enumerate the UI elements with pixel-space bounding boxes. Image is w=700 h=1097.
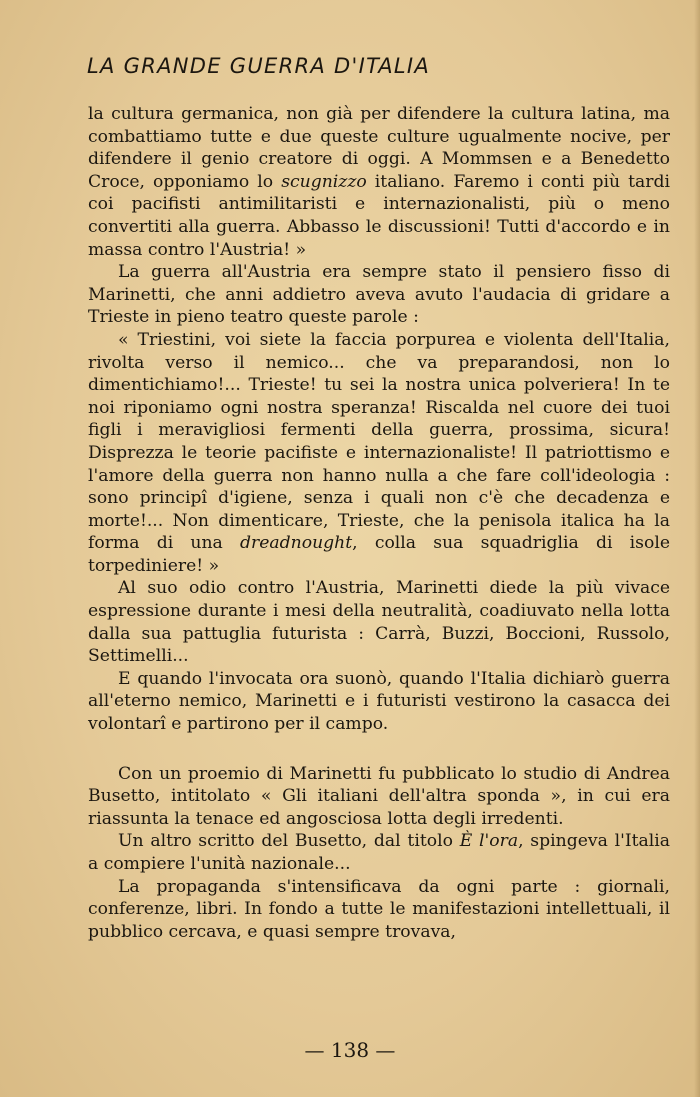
paragraph-2: La guerra all'Austria era sempre stato il pensiero fisso di Marinetti, che anni addietro aveva avuto l'audacia di gridare a Trieste in pieno teatro queste parole : [88,262,670,328]
body-text [88,103,670,943]
italic-term: dreadnought [240,533,353,554]
running-head: LA GRANDE GUERRA D'ITALIA [87,54,431,78]
paragraph-5: E quando l'invocata ora suonò, quando l'Italia dichiarò guerra all'eterno nemico, Marinetti e i futuristi vestirono la casacca dei volontarî e partirono per il campo. [88,668,670,735]
page-edge-shadow [694,0,700,1097]
page-number: — 138 — [304,1038,396,1062]
italic-term: scugnizzo [281,171,367,192]
paragraph-6: Con un proemio di Marinetti fu pubblicato lo studio di Andrea Busetto, intitolato « Gli italiani dell'altra sponda », in cui era riassunta la tenace ed angosciosa lotta degli irredenti. [88,763,670,829]
paragraph-3: « Triestini, voi siete la faccia porpurea e violenta dell'Italia, rivolta verso il nemico... che va preparandosi, non lo dimentichiamo!... Trieste! tu sei la nostra unica polveriera! In te noi riponiamo ogni nostra speranza! Riscalda nel cuore dei tuoi figli i meravigliosi fermenti della guerra, prossima, sicura! Disprezza le teorie pacifiste e internazionaliste! Il patriottismo e l'amore della guerra non hanno nulla a che fare coll'ideologia : sono principî d'igiene, senza i quali non c'è che decadenza e morte!... Non dimenticare, Trieste, che la penisola italica ha la forma di una dreadnought, colla sua squadriglia di isole torpediniere! » [88,329,670,576]
section-gap [88,736,670,763]
paragraph-7: Un altro scritto del Busetto, dal titolo È l'ora, spingeva l'Italia a compiere l'unità nazionale... [88,831,671,874]
paragraph-1: la cultura germanica, non già per difendere la cultura latina, ma combattiamo tutte e due queste culture ugualmente nocive, per difendere il genio creatore di oggi. A Mommsen e a Benedetto Croce, opponiamo lo scugnizzo italiano. Faremo i conti più tardi coi pacifisti antimilitaristi e internazionalisti, più o meno convertiti alla guerra. Abbasso le discussioni! Tutti d'accordo e in massa contro l'Austria! » [88,104,671,260]
paragraph-8: La propaganda s'intensificava da ogni parte : giornali, conferenze, libri. In fondo a tutte le manifestazioni intellettuali, il pubblico cercava, e quasi sempre trovava, [88,876,670,942]
italic-title: È l'ora [459,831,519,852]
paragraph-4: Al suo odio contro l'Austria, Marinetti diede la più vivace espressione durante i mesi della neutralità, coadiuvato nella lotta dalla sua pattuglia futurista : Carrà, Buzzi, Boccioni, Russolo, Settimelli... [88,578,670,667]
